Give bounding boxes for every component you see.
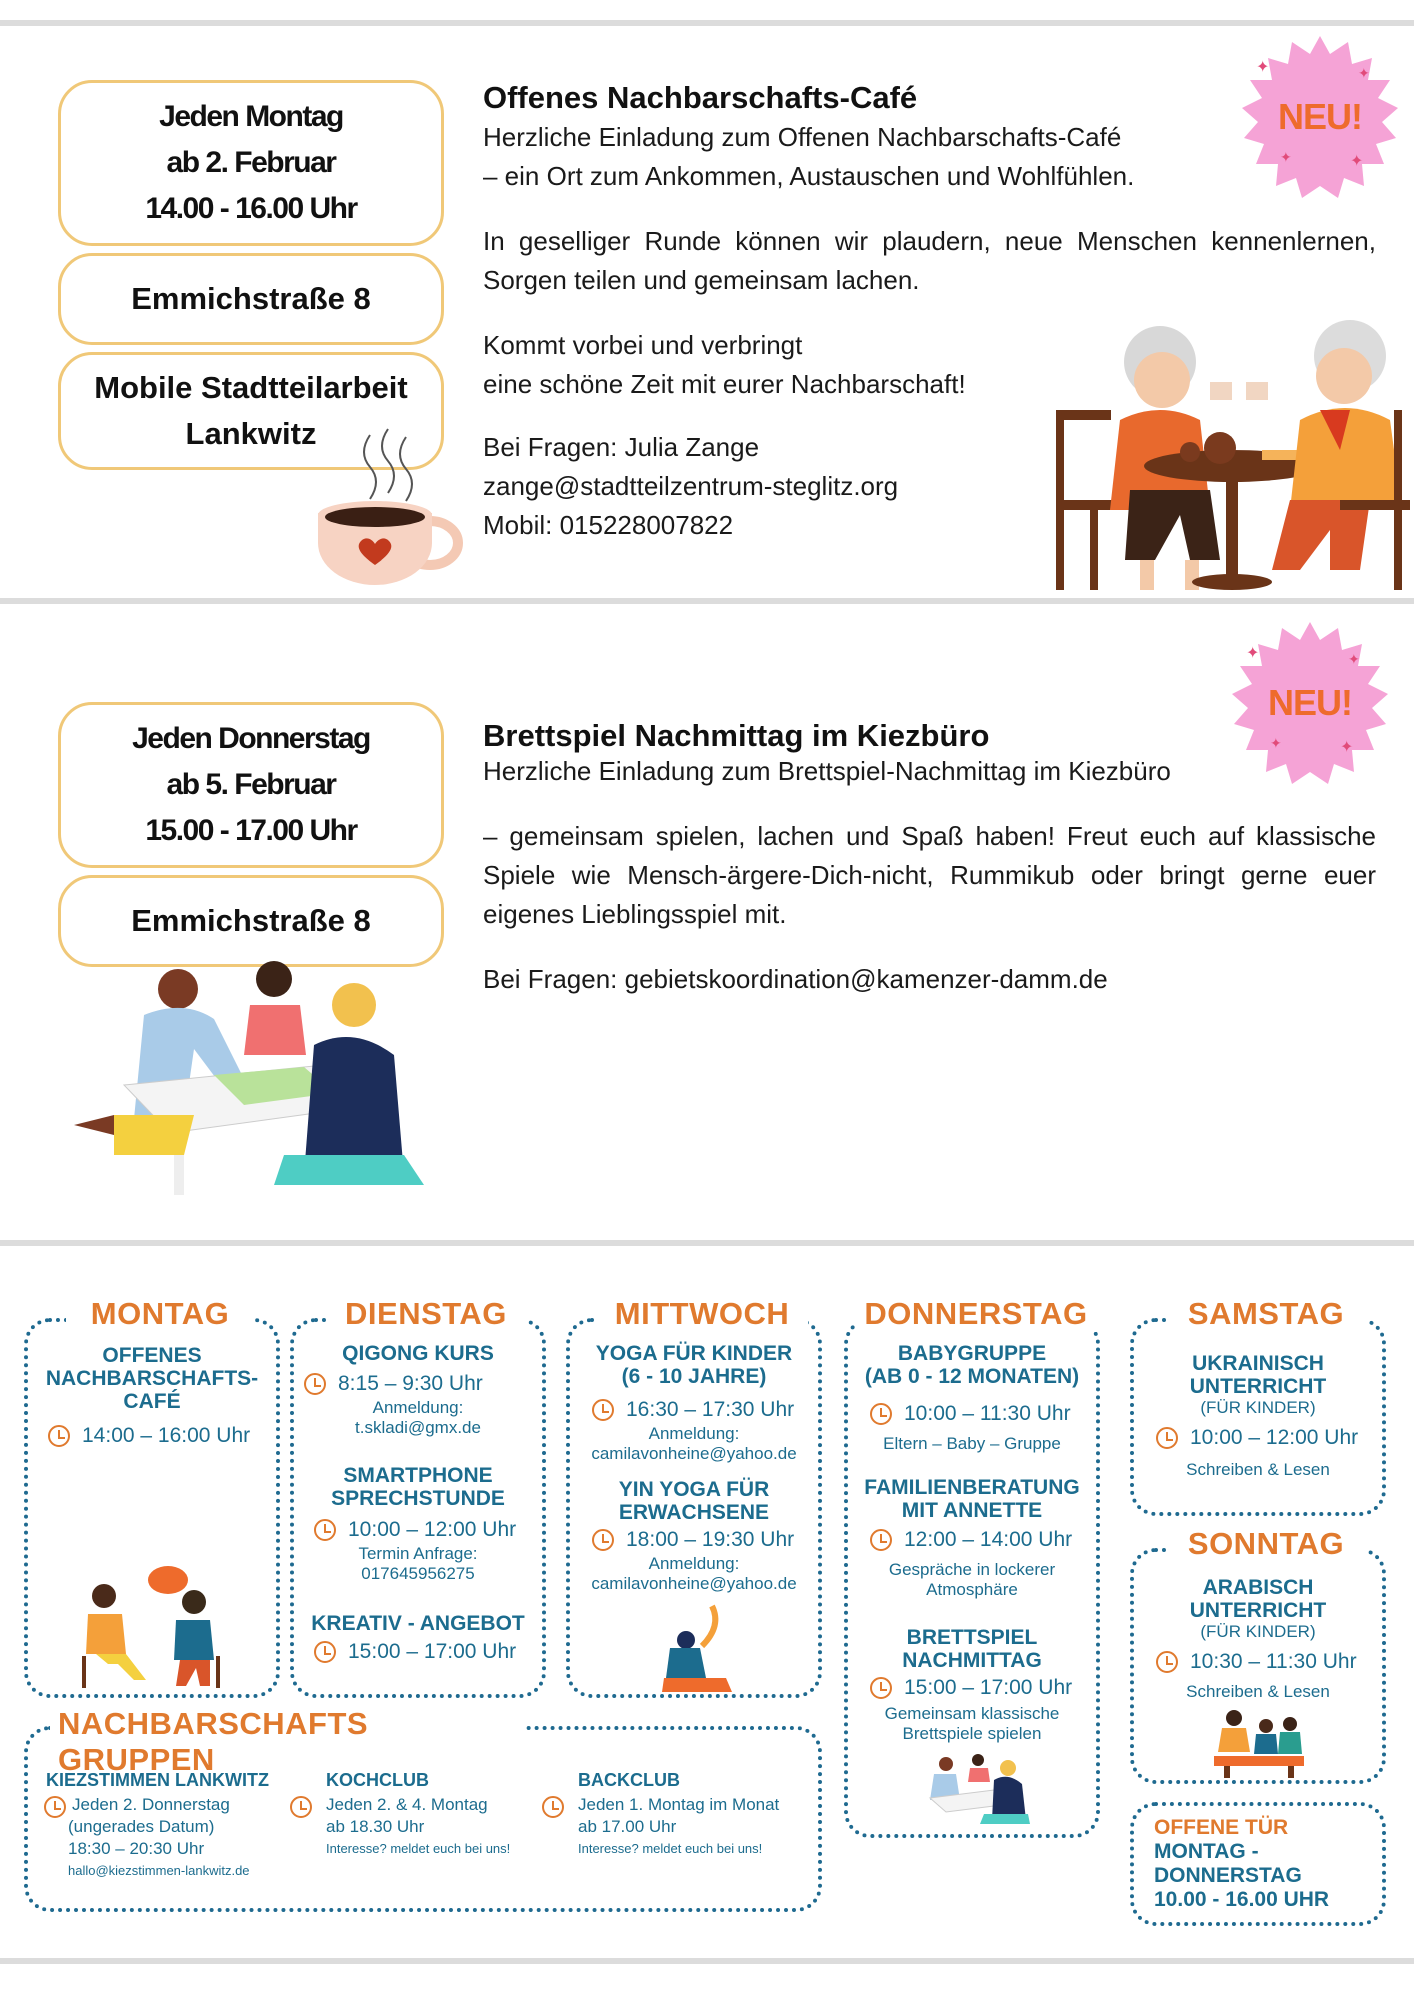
mittwoch-yin-yoga-time-text: 18:00 – 19:30 Uhr	[626, 1528, 795, 1551]
event2-location-pill	[58, 875, 444, 967]
donnerstag-familie-line2: MIT ANNETTE	[901, 1499, 1043, 1522]
gruppe-kiezstimmen-details	[72, 1794, 230, 1816]
montag-cafe-title	[30, 1344, 274, 1413]
samstag-ukrainisch-time-text: 10:00 – 12:00 Uhr	[1190, 1426, 1359, 1449]
sonntag-arabisch-line3: (FÜR KINDER)	[1200, 1622, 1316, 1641]
event2-para2: – gemeinsam spielen, lachen und Spaß haben! Freut euch auf klassische Spiele wie Mensch-ärgere-Dich-nicht, Rummikub oder bringt gerne euer eigenes Lieblingsspiel mit.	[483, 821, 1376, 929]
children-illustration	[1214, 1706, 1304, 1778]
clock-icon	[290, 1796, 312, 1818]
donnerstag-familie-line1: FAMILIENBERATUNG	[864, 1476, 1080, 1499]
mittwoch-yoga-kinder-line1: YOGA FÜR KINDER	[595, 1342, 793, 1365]
event1-contact-phone[interactable]: Mobil: 015228007822	[483, 510, 734, 540]
dienstag-smartphone-note	[296, 1544, 540, 1584]
svg-text:✦: ✦	[1348, 651, 1360, 667]
svg-text:✦: ✦	[1340, 739, 1354, 756]
offene-tuer-line2: MONTAG -	[1154, 1840, 1259, 1863]
donnerstag-brettspiel-time-text: 15:00 – 17:00 Uhr	[904, 1676, 1073, 1699]
clock-icon	[542, 1796, 564, 1818]
dienstag-smartphone-line2: SPRECHSTUNDE	[331, 1487, 505, 1510]
donnerstag-familie-note2: Atmosphäre	[926, 1580, 1018, 1599]
gruppe-backclub-line1: Jeden 1. Montag im Monat	[578, 1795, 780, 1814]
gruppe-kochclub-line3: Interesse? meldet euch bei uns!	[326, 1841, 511, 1856]
mittwoch-yoga-kinder-time-text: 16:30 – 17:30 Uhr	[626, 1398, 795, 1421]
dienstag-smartphone-phone[interactable]: 017645956275	[361, 1564, 475, 1583]
donnerstag-baby-time	[870, 1402, 1071, 1426]
dienstag-kreativ-time	[314, 1640, 516, 1664]
gruppe-kiezstimmen-email[interactable]: hallo@kiezstimmen-lankwitz.de	[68, 1863, 250, 1878]
donnerstag-brettspiel-time	[870, 1676, 1072, 1700]
gruppe-kiezstimmen-line3: 18:30 – 20:30 Uhr	[68, 1839, 205, 1858]
event1-para3b: eine schöne Zeit mit eurer Nachbarschaft!	[483, 369, 966, 399]
donnerstag-familie-note1: Gespräche in lockerer	[888, 1560, 1056, 1579]
donnerstag-baby-title	[850, 1342, 1094, 1388]
board-game-small-illustration	[920, 1750, 1030, 1830]
event1-contact-email[interactable]: zange@stadtteilzentrum-steglitz.org	[483, 471, 899, 501]
donnerstag-familie-title	[850, 1476, 1094, 1522]
sonntag-heading: SONNTAG	[1166, 1526, 1366, 1562]
donnerstag-brettspiel-line2: NACHMITTAG	[902, 1649, 1042, 1672]
clock-icon	[314, 1519, 336, 1541]
gruppe-backclub-line3: Interesse? meldet euch bei uns!	[578, 1841, 763, 1856]
event2-start: ab 5. Februar	[166, 768, 336, 801]
mittwoch-heading: MITTWOCH	[596, 1296, 808, 1332]
montag-cafe-line2: NACHBARSCHAFTS-	[45, 1367, 259, 1390]
event2-day: Jeden Donnerstag	[132, 722, 370, 755]
samstag-ukrainisch-line2: UNTERRICHT	[1189, 1375, 1327, 1398]
donnerstag-heading: DONNERSTAG	[856, 1296, 1096, 1332]
event2-new-badge	[1228, 620, 1392, 784]
event1-para3a: Kommt vorbei und verbringt	[483, 330, 803, 360]
samstag-ukrainisch-time	[1156, 1426, 1358, 1450]
svg-text:✦: ✦	[1256, 59, 1270, 76]
gruppe-kiezstimmen-details2	[68, 1816, 250, 1882]
clock-icon	[870, 1403, 892, 1425]
gruppe-kochclub-line2: ab 18.30 Uhr	[326, 1817, 425, 1836]
sonntag-arabisch-note: Schreiben & Lesen	[1186, 1682, 1330, 1701]
bottom-divider	[0, 1958, 1414, 1964]
event1-intro2: – ein Ort zum Ankommen, Austauschen und Wohlfühlen.	[483, 161, 1135, 191]
dienstag-smartphone-note1: Termin Anfrage:	[358, 1544, 478, 1563]
donnerstag-brettspiel-line1: BRETTSPIEL	[906, 1626, 1038, 1649]
event1-new-badge	[1238, 34, 1402, 198]
donnerstag-familie-note	[850, 1560, 1094, 1600]
clock-icon	[1156, 1651, 1178, 1673]
montag-cafe-line1: OFFENES	[102, 1344, 202, 1367]
sonntag-arabisch-line2: UNTERRICHT	[1189, 1599, 1327, 1622]
event1-organizer-line1: Mobile Stadtteilarbeit	[94, 370, 408, 405]
mittwoch-yoga-kinder-note1: Anmeldung:	[648, 1424, 740, 1443]
montag-cafe-time	[48, 1424, 250, 1448]
dienstag-qigong-email[interactable]: t.skladi@gmx.de	[355, 1418, 481, 1437]
montag-cafe-time-text: 14:00 – 16:00 Uhr	[82, 1424, 251, 1447]
sonntag-arabisch-title	[1136, 1576, 1380, 1642]
event1-location: Emmichstraße 8	[131, 281, 371, 316]
event1-intro1: Herzliche Einladung zum Offenen Nachbarschafts-Café	[483, 122, 1122, 152]
mittwoch-yin-yoga-title	[572, 1478, 816, 1524]
gruppe-kiezstimmen-title: KIEZSTIMMEN LANKWITZ	[46, 1770, 269, 1790]
event1-schedule-pill	[58, 80, 444, 246]
donnerstag-baby-line2: (AB 0 - 12 MONATEN)	[864, 1365, 1080, 1388]
event1-badge-label: NEU!	[1278, 96, 1362, 137]
board-game-illustration	[74, 955, 434, 1205]
event2-intro1: Herzliche Einladung zum Brettspiel-Nachmittag im Kiezbüro	[483, 756, 1171, 786]
mittwoch-yin-yoga-note	[572, 1554, 816, 1594]
offene-tuer-text	[1154, 1816, 1329, 1912]
yoga-illustration	[650, 1600, 740, 1696]
mittwoch-yin-yoga-line1: YIN YOGA FÜR	[618, 1478, 770, 1501]
clock-icon	[592, 1529, 614, 1551]
mittwoch-yoga-kinder-note	[572, 1424, 816, 1464]
offene-tuer-line3: DONNERSTAG	[1154, 1864, 1302, 1887]
montag-cafe-line3: CAFÉ	[123, 1390, 181, 1413]
clock-icon	[314, 1641, 336, 1663]
dienstag-qigong-time-text: 8:15 – 9:30 Uhr	[338, 1372, 483, 1395]
clock-icon	[304, 1373, 326, 1395]
sonntag-arabisch-line1: ARABISCH	[1202, 1576, 1314, 1599]
sonntag-arabisch-time-text: 10:30 – 11:30 Uhr	[1190, 1650, 1357, 1673]
event2-title: Brettspiel Nachmittag im Kiezbüro	[483, 718, 990, 753]
donnerstag-baby-time-text: 10:00 – 11:30 Uhr	[904, 1402, 1071, 1425]
dienstag-kreativ-title: KREATIV - ANGEBOT	[311, 1612, 525, 1635]
gruppe-backclub-line2: ab 17.00 Uhr	[578, 1817, 677, 1836]
gruppe-kiezstimmen-line2: (ungerades Datum)	[68, 1817, 215, 1836]
event1-contact-name: Bei Fragen: Julia Zange	[483, 432, 760, 462]
mittwoch-yoga-kinder-email[interactable]: camilavonheine@yahoo.de	[591, 1444, 797, 1463]
gruppe-kochclub-details	[326, 1794, 510, 1860]
conversation-illustration	[76, 1560, 226, 1690]
offene-tuer-line1: OFFENE TÜR	[1154, 1816, 1289, 1839]
svg-text:✦: ✦	[1246, 645, 1260, 662]
event2-description	[483, 752, 1376, 1025]
donnerstag-familie-time-text: 12:00 – 14:00 Uhr	[904, 1528, 1073, 1551]
event1-location-pill	[58, 253, 444, 345]
mittwoch-yoga-kinder-time	[592, 1398, 794, 1422]
samstag-ukrainisch-title	[1136, 1352, 1380, 1418]
donnerstag-brettspiel-title	[850, 1626, 1094, 1672]
samstag-ukrainisch-line3: (FÜR KINDER)	[1200, 1398, 1316, 1417]
event1-organizer-line2: Lankwitz	[185, 416, 317, 451]
samstag-heading: SAMSTAG	[1166, 1296, 1366, 1332]
gruppe-kiezstimmen-line1: Jeden 2. Donnerstag	[72, 1795, 230, 1814]
clock-icon	[1156, 1427, 1178, 1449]
event2-schedule-pill	[58, 702, 444, 868]
mittwoch-yoga-kinder-line2: (6 - 10 JAHRE)	[621, 1365, 767, 1388]
gruppe-backclub-title: BACKCLUB	[578, 1770, 680, 1790]
clock-icon	[592, 1399, 614, 1421]
dienstag-smartphone-line1: SMARTPHONE	[343, 1464, 493, 1487]
dienstag-qigong-note1: Anmeldung:	[372, 1398, 464, 1417]
dienstag-heading: DIENSTAG	[326, 1296, 526, 1332]
mittwoch-yoga-kinder-title	[572, 1342, 816, 1388]
donnerstag-baby-note: Eltern – Baby – Gruppe	[883, 1434, 1061, 1453]
gruppe-kochclub-title: KOCHCLUB	[326, 1770, 429, 1790]
offene-tuer-line4: 10.00 - 16.00 UHR	[1154, 1888, 1330, 1911]
clock-icon	[870, 1677, 892, 1699]
event2-time: 15.00 - 17.00 Uhr	[145, 814, 357, 847]
sonntag-arabisch-time	[1156, 1650, 1357, 1674]
donnerstag-baby-line1: BABYGRUPPE	[897, 1342, 1047, 1365]
dienstag-smartphone-time-text: 10:00 – 12:00 Uhr	[348, 1518, 517, 1541]
gruppe-kochclub-line1: Jeden 2. & 4. Montag	[326, 1795, 488, 1814]
event1-start: ab 2. Februar	[166, 146, 336, 179]
dienstag-qigong-note	[296, 1398, 540, 1438]
dienstag-qigong-time	[304, 1372, 483, 1396]
svg-text:✦: ✦	[1280, 149, 1292, 165]
event1-title: Offenes Nachbarschafts-Café	[483, 80, 918, 115]
event1-time: 14.00 - 16.00 Uhr	[145, 192, 357, 225]
svg-text:✦: ✦	[1358, 65, 1370, 81]
coffee-cup-icon	[310, 425, 470, 590]
clock-icon	[870, 1529, 892, 1551]
donnerstag-familie-time	[870, 1528, 1072, 1552]
montag-heading: MONTAG	[66, 1296, 254, 1332]
event1-day: Jeden Montag	[159, 100, 343, 133]
event1-para2: In geselliger Runde können wir plaudern, neue Menschen kennenlernen, Sorgen teilen und gemeinsam lachen.	[483, 226, 1376, 295]
seniors-coffee-illustration	[1050, 310, 1414, 600]
dienstag-qigong-title: QIGONG KURS	[342, 1342, 494, 1365]
samstag-ukrainisch-note: Schreiben & Lesen	[1186, 1460, 1330, 1479]
mittwoch-yin-yoga-time	[592, 1528, 794, 1552]
dienstag-smartphone-title	[296, 1464, 540, 1510]
donnerstag-brettspiel-note1: Gemeinsam klassische	[884, 1704, 1060, 1723]
event2-badge-label: NEU!	[1268, 682, 1352, 723]
gruppe-backclub-details	[578, 1794, 779, 1860]
svg-text:✦: ✦	[1270, 735, 1282, 751]
dienstag-kreativ-time-text: 15:00 – 17:00 Uhr	[348, 1640, 517, 1663]
clock-icon	[44, 1796, 66, 1818]
dienstag-smartphone-time	[314, 1518, 516, 1542]
samstag-ukrainisch-line1: UKRAINISCH	[1192, 1352, 1324, 1375]
donnerstag-brettspiel-note	[850, 1704, 1094, 1744]
donnerstag-brettspiel-note2: Brettspiele spielen	[902, 1724, 1042, 1743]
gruppen-heading: NACHBARSCHAFTS GRUPPEN	[50, 1706, 526, 1778]
mittwoch-yin-yoga-line2: ERWACHSENE	[618, 1501, 770, 1524]
mittwoch-yin-yoga-email[interactable]: camilavonheine@yahoo.de	[591, 1574, 797, 1593]
clock-icon	[48, 1425, 70, 1447]
top-divider	[0, 20, 1414, 26]
mittwoch-yin-yoga-note1: Anmeldung:	[648, 1554, 740, 1573]
section-divider-2	[0, 1240, 1414, 1246]
svg-text:✦: ✦	[1350, 153, 1364, 170]
event2-contact[interactable]: Bei Fragen: gebietskoordination@kamenzer-damm.de	[483, 964, 1108, 994]
event2-location: Emmichstraße 8	[131, 903, 371, 938]
